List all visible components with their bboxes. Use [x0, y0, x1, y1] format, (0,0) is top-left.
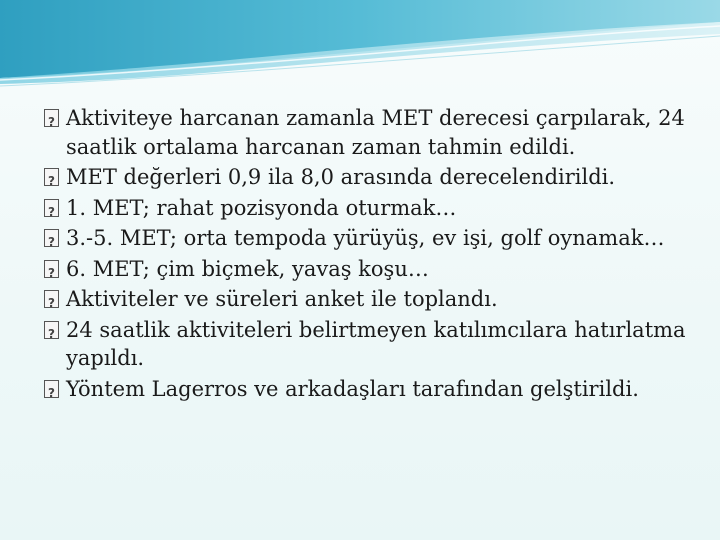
bullet-item [44, 104, 694, 161]
bullet-item [44, 163, 694, 192]
bullet-text: Yöntem Lagerros ve arkadaşları tarafından gelştirildi. [66, 376, 639, 401]
bullet-glyph-icon [44, 380, 59, 398]
bullet-list [44, 104, 694, 405]
bullet-item [44, 375, 694, 404]
bullet-item [44, 316, 694, 373]
bullet-glyph-icon [44, 168, 59, 186]
bullet-glyph-icon [44, 229, 59, 247]
bullet-glyph-icon [44, 199, 59, 217]
bullet-text: 24 saatlik aktiviteleri belirtmeyen katılımcılara hatırlatma yapıldı. [66, 317, 686, 370]
bullet-item [44, 194, 694, 223]
bullet-text: Aktiviteye harcanan zamanla MET derecesi çarpılarak, 24 saatlik ortalama harcanan zaman tahmin edildi. [66, 106, 685, 159]
bullet-text: MET değerleri 0,9 ila 8,0 arasında derecelendirildi. [66, 165, 616, 189]
bullet-item [44, 255, 694, 284]
bullet-glyph-icon [44, 290, 59, 308]
bullet-glyph-icon [44, 260, 59, 278]
header-wave-decoration [0, 0, 720, 90]
bullet-text: 1. MET; rahat pozisyonda oturmak… [66, 195, 457, 220]
bullet-text: Aktiviteler ve süreleri anket ile toplandı. [66, 287, 498, 311]
bullet-glyph-icon [44, 109, 59, 127]
bullet-item [44, 285, 694, 314]
bullet-text: 3.-5. MET; orta tempoda yürüyüş, ev işi, golf oynamak… [66, 226, 665, 250]
bullet-text: 6. MET; çim biçmek, yavaş koşu… [66, 256, 429, 281]
bullet-glyph-icon [44, 321, 59, 339]
bullet-item [44, 224, 694, 253]
